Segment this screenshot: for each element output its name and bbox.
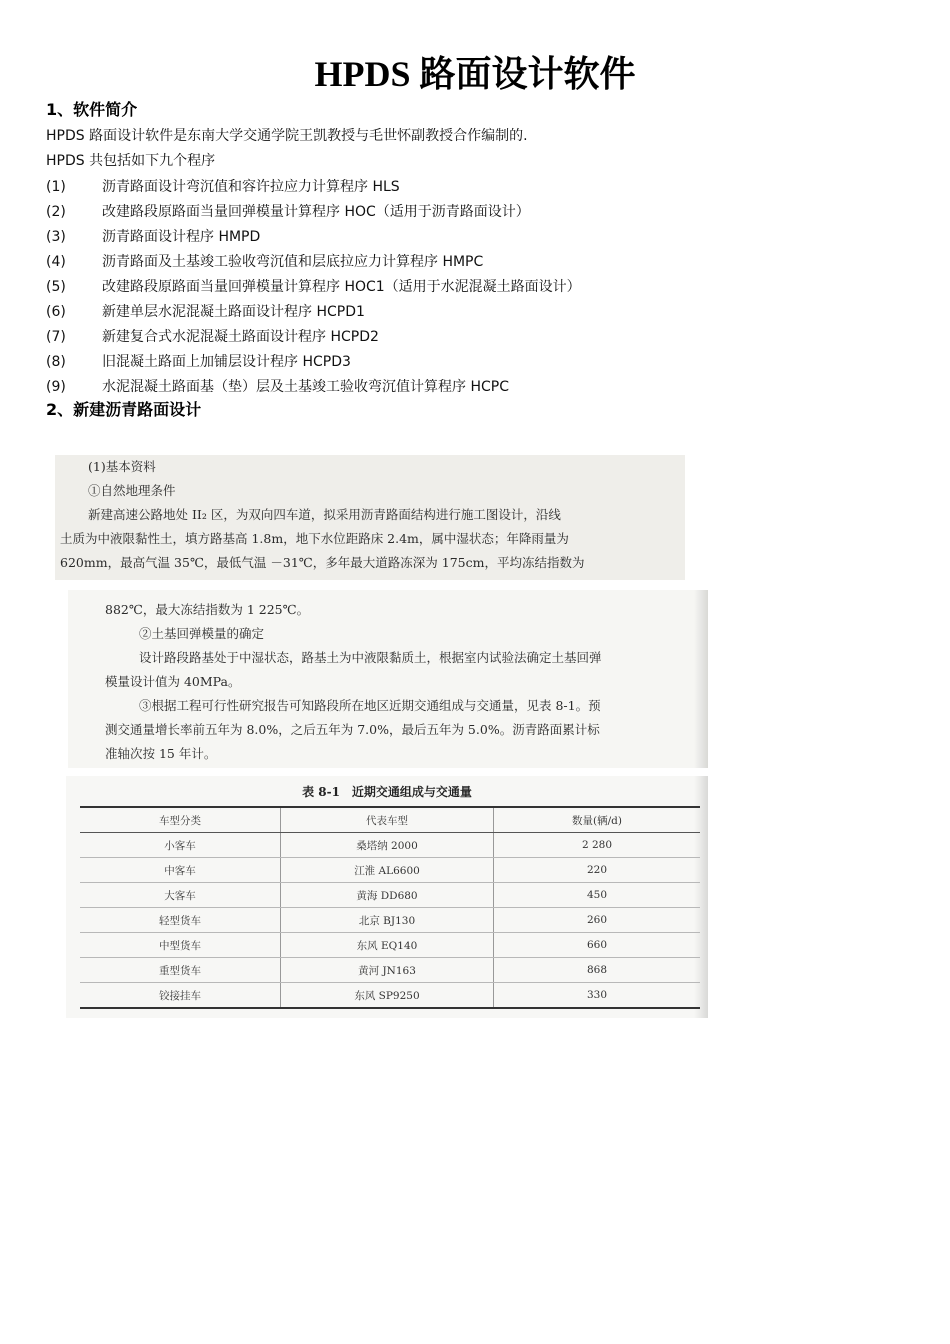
scan-line: ②土基回弹模量的确定: [139, 626, 265, 641]
table-cell: 大客车: [80, 883, 281, 908]
list-item: [46, 300, 581, 325]
scan-line: ①自然地理条件: [88, 483, 176, 498]
list-item: [46, 175, 581, 200]
table-row: [80, 983, 700, 1009]
table-row: [80, 858, 700, 883]
list-item-text: 沥青路面及土基竣工验收弯沉值和层底拉应力计算程序 HMPC: [102, 254, 484, 270]
table-row: [80, 883, 700, 908]
table-cell: 868: [494, 958, 701, 983]
list-item-number: (6): [46, 304, 66, 320]
list-item: [46, 225, 581, 250]
scanned-table-block: [66, 776, 708, 1018]
table-cell: 黄河 JN163: [281, 958, 494, 983]
column-header: 代表车型: [281, 807, 494, 833]
list-item-text: 水泥混凝土路面基（垫）层及土基竣工验收弯沉值计算程序 HCPC: [102, 379, 509, 395]
table-caption: 表 8-1 近期交通组成与交通量: [302, 785, 472, 799]
section-heading-design: 2、新建沥青路面设计: [46, 400, 202, 419]
scan-line: ③根据工程可行性研究报告可知路段所在地区近期交通组成与交通量，见表 8-1。预: [139, 698, 601, 713]
list-item-text: 旧混凝土路面上加铺层设计程序 HCPD3: [102, 354, 351, 370]
list-item: [46, 325, 581, 350]
table-cell: 660: [494, 933, 701, 958]
traffic-table: [80, 806, 700, 1009]
list-item-number: (4): [46, 254, 66, 270]
table-cell: 轻型货车: [80, 908, 281, 933]
table-cell: 铰接挂车: [80, 983, 281, 1009]
table-cell: 黄海 DD680: [281, 883, 494, 908]
table-row: [80, 833, 700, 858]
column-header: 车型分类: [80, 807, 281, 833]
programs-intro: HPDS 共包括如下九个程序: [46, 153, 216, 169]
scan-line: 620mm，最高气温 35℃，最低气温 －31℃，多年最大道路冻深为 175cm，平均冻结指数为: [60, 555, 585, 570]
table-row: [80, 958, 700, 983]
scan-line: 设计路段路基处于中湿状态，路基土为中液限黏质土，根据室内试验法确定土基回弹: [139, 650, 602, 665]
table-cell: 桑塔纳 2000: [281, 833, 494, 858]
scanned-excerpt-1: [55, 455, 685, 580]
scanned-excerpt-2: [68, 590, 708, 768]
table-cell: 江淮 AL6600: [281, 858, 494, 883]
table-cell: 小客车: [80, 833, 281, 858]
list-item-number: (2): [46, 204, 66, 220]
list-item: [46, 200, 581, 225]
scan-line: 新建高速公路地处 II₂ 区，为双向四车道，拟采用沥青路面结构进行施工图设计，沿线: [88, 507, 561, 522]
list-item: [46, 275, 581, 300]
list-item-number: (1): [46, 179, 66, 195]
list-item-number: (7): [46, 329, 66, 345]
intro-text: HPDS 路面设计软件是东南大学交通学院王凯教授与毛世怀副教授合作编制的.: [46, 128, 528, 144]
list-item: [46, 350, 581, 375]
scan-line: 882℃，最大冻结指数为 1 225℃。: [105, 602, 310, 617]
table-cell: 东风 SP9250: [281, 983, 494, 1009]
table-cell: 220: [494, 858, 701, 883]
scan-line: 测交通量增长率前五年为 8.0%，之后五年为 7.0%，最后五年为 5.0%。沥青路面累计标: [105, 722, 600, 737]
list-item-number: (9): [46, 379, 66, 395]
program-list: [46, 175, 581, 400]
scan-line: 土质为中液限黏性土，填方路基高 1.8m，地下水位距路床 2.4m，属中湿状态；年降雨量为: [60, 531, 569, 546]
list-item-number: (3): [46, 229, 66, 245]
list-item-number: (5): [46, 279, 66, 295]
list-item-text: 沥青路面设计程序 HMPD: [102, 229, 261, 245]
table-cell: 450: [494, 883, 701, 908]
list-item-number: (8): [46, 354, 66, 370]
list-item-text: 新建复合式水泥混凝土路面设计程序 HCPD2: [102, 329, 379, 345]
table-cell: 东风 EQ140: [281, 933, 494, 958]
table-cell: 330: [494, 983, 701, 1009]
scan-line: 准轴次按 15 年计。: [105, 746, 217, 761]
list-item: [46, 250, 581, 275]
table-cell: 2 280: [494, 833, 701, 858]
table-row: [80, 908, 700, 933]
scan-line: (1)基本资料: [88, 459, 156, 474]
table-cell: 重型货车: [80, 958, 281, 983]
table-cell: 中型货车: [80, 933, 281, 958]
table-cell: 北京 BJ130: [281, 908, 494, 933]
table-row: [80, 933, 700, 958]
list-item-text: 改建路段原路面当量回弹模量计算程序 HOC（适用于沥青路面设计）: [102, 204, 530, 220]
scan-line: 模量设计值为 40MPa。: [105, 674, 241, 689]
section-heading-intro: 1、软件简介: [46, 100, 138, 119]
table-cell: 260: [494, 908, 701, 933]
page-title: HPDS 路面设计软件: [314, 54, 636, 94]
list-item: [46, 375, 581, 400]
list-item-text: 改建路段原路面当量回弹模量计算程序 HOC1（适用于水泥混凝土路面设计）: [102, 279, 581, 295]
page-edge-shadow: [694, 590, 708, 768]
table-header-row: [80, 807, 700, 833]
column-header: 数量(辆/d): [494, 807, 701, 833]
table-cell: 中客车: [80, 858, 281, 883]
list-item-text: 新建单层水泥混凝土路面设计程序 HCPD1: [102, 304, 365, 320]
list-item-text: 沥青路面设计弯沉值和容许拉应力计算程序 HLS: [102, 179, 400, 195]
